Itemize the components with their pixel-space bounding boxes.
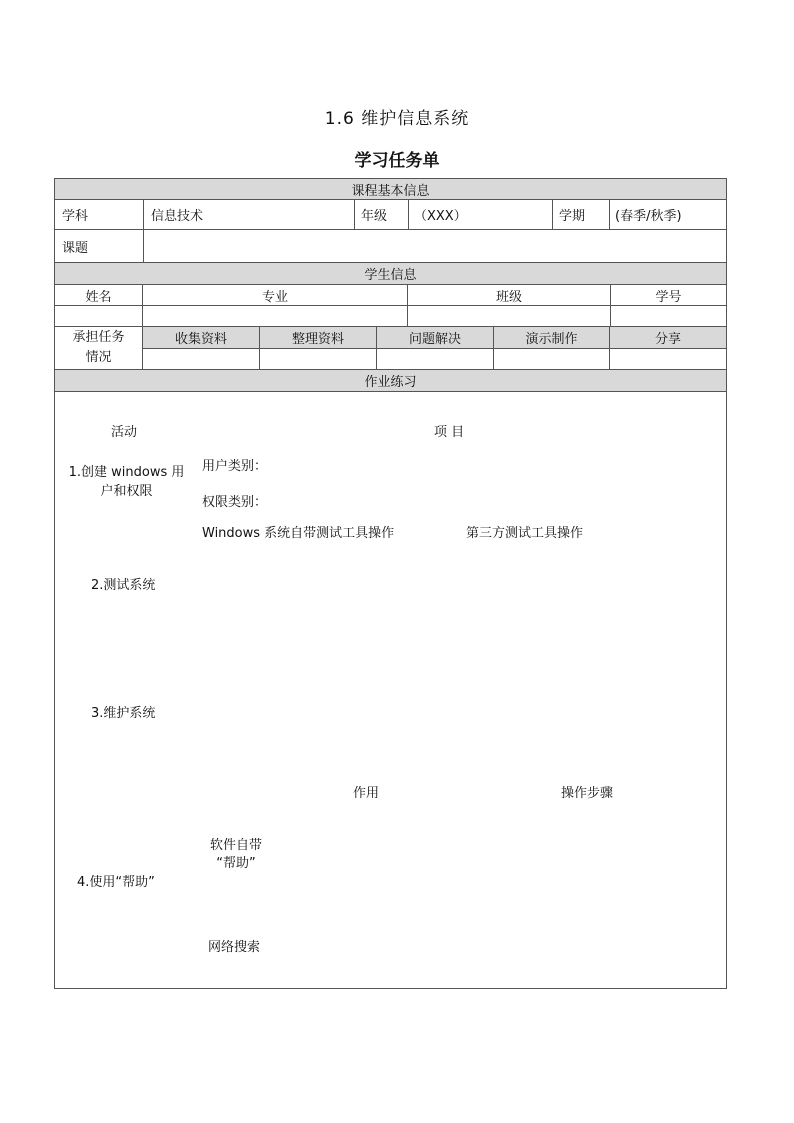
activity-3: 3.维护系统	[91, 706, 156, 721]
builtin-help-line1: 软件自带	[209, 838, 262, 853]
permission-type-field: 权限类别：	[202, 495, 268, 510]
topic-label: 课题	[62, 240, 89, 256]
activity-1-line2: 户和权限	[100, 484, 153, 499]
topic-value[interactable]	[150, 230, 720, 262]
rule	[354, 199, 355, 229]
subject-label: 学科	[62, 209, 89, 224]
document-title: 1.6 维护信息系统	[324, 109, 470, 129]
rule	[143, 199, 144, 262]
web-search-label: 网络搜索	[208, 940, 261, 955]
activity-1	[64, 463, 189, 501]
task-presentation: 演示制作	[525, 332, 578, 347]
rule	[552, 199, 553, 229]
windows-tool-label: Windows 系统自带测试工具操作	[202, 526, 395, 541]
rule	[143, 348, 727, 349]
course-info-heading: 课程基本信息	[351, 183, 430, 199]
builtin-help-line2: “帮助”	[216, 856, 256, 871]
tasks-label	[55, 328, 142, 368]
task-solve: 问题解决	[408, 332, 461, 347]
major-column-header: 专业	[261, 289, 288, 305]
name-column-header: 姓名	[85, 289, 112, 305]
activity-1-line1: 1.创建 windows 用	[68, 465, 185, 480]
task-share: 分享	[654, 332, 681, 347]
activity-2: 2.测试系统	[91, 578, 156, 593]
student-id-column-header: 学号	[655, 289, 682, 305]
grade-value[interactable]: （XXX）	[414, 209, 467, 224]
student-info-heading: 学生信息	[364, 268, 417, 283]
term-label: 学期	[559, 209, 586, 224]
homework-heading: 作业练习	[364, 375, 417, 390]
effect-column-header: 作用	[353, 786, 380, 801]
steps-column-header: 操作步骤	[561, 786, 614, 801]
table-border-bottom	[54, 988, 727, 989]
subject-value[interactable]: 信息技术	[151, 209, 204, 224]
table-border-right	[726, 178, 727, 989]
activity-4: 4.使用“帮助”	[77, 875, 155, 890]
user-type-field: 用户类别：	[202, 459, 268, 474]
activity-column-header: 活动	[111, 425, 138, 440]
rule	[54, 305, 727, 306]
document-subtitle: 学习任务单	[354, 151, 440, 171]
task-collect: 收集资料	[174, 332, 227, 347]
rule	[408, 199, 409, 229]
rule	[609, 199, 610, 229]
third-party-tool-label: 第三方测试工具操作	[466, 526, 584, 541]
class-column-header: 班级	[495, 289, 522, 305]
task-organize: 整理资料	[291, 332, 344, 347]
tasks-label-line2: 情况	[85, 350, 112, 365]
grade-label: 年级	[361, 209, 388, 224]
tasks-label-line1: 承担任务	[72, 330, 125, 345]
item-column-header: 项 目	[434, 425, 465, 440]
builtin-help	[200, 837, 272, 873]
term-value[interactable]: (春季/秋季)	[615, 209, 682, 224]
rule	[54, 391, 727, 392]
